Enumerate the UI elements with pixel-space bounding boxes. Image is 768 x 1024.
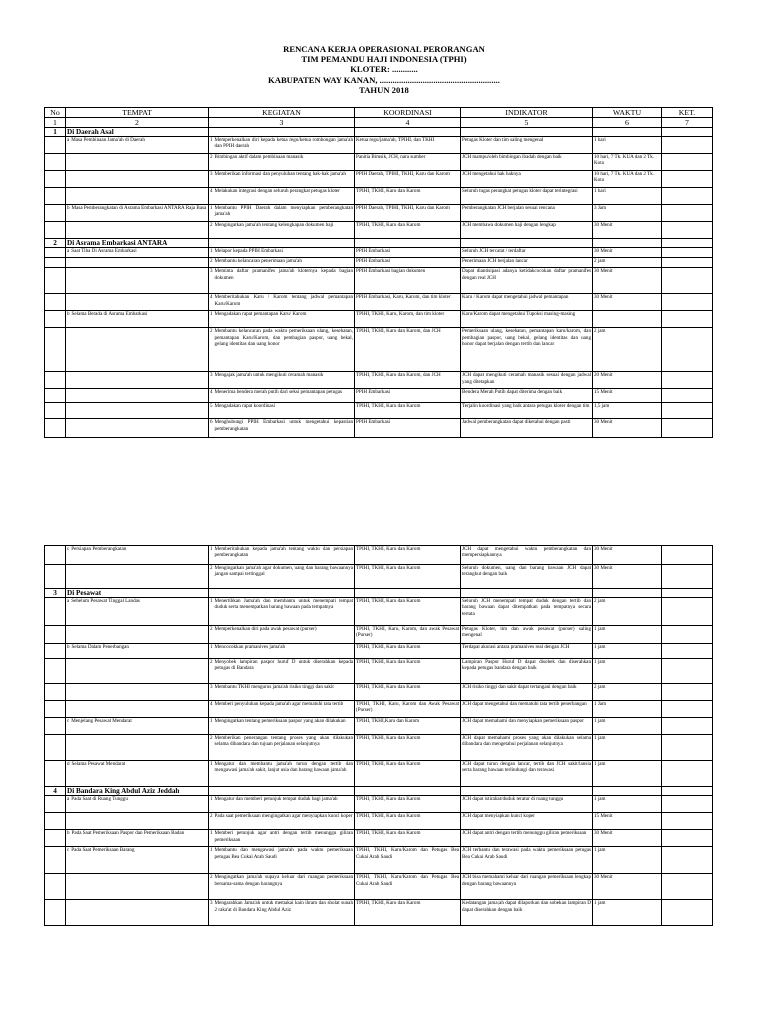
waktu-cell: 1 hari xyxy=(593,137,662,154)
indikator-cell: JCH dapat turun dengan lancar, tertib dan JCH sakit/lansia serta barang bawaan terlindungi dan terawasi xyxy=(461,761,593,787)
indikator-cell: Petugas Kloter, tim dan awak pesawat (purser) saling mengenal xyxy=(461,626,593,644)
kegiatan-cell: Melapor kepada PPIH Embarkasi xyxy=(214,248,283,255)
kegiatan-cell: Bimbingan aktif dalam pembinaan manasik xyxy=(214,154,304,161)
waktu-cell: 20 Menit xyxy=(593,372,662,389)
kegiatan-cell: Mengingatkan jama'ah supaya keluar dari ruangan pemeriksaan bersama-sama dengan barangnya xyxy=(214,874,353,887)
activity-number: 3 xyxy=(210,684,213,691)
section-title: Di Daerah Asal xyxy=(66,128,209,137)
tempat-cell: Selama Pesawat Mendarat xyxy=(71,761,126,768)
waktu-cell: 10 hari, 7 Tk. KUA dan 2 Tk. Kota xyxy=(593,154,662,171)
koordinasi-cell: PPIH Embarkasi xyxy=(355,258,461,268)
indikator-cell: Terjalin koordinasi yang baik antara petugas kloter dengan tim xyxy=(461,403,593,419)
activity-number: 2 xyxy=(210,258,213,265)
sub-letter: c xyxy=(67,546,70,552)
waktu-cell: 15 Menit xyxy=(593,813,662,830)
section-title: Di Pesawat xyxy=(66,589,209,598)
activity-number: 2 xyxy=(210,626,213,633)
table-header-row xyxy=(45,108,713,118)
waktu-cell: 1,5 jam xyxy=(593,403,662,419)
table-row xyxy=(45,419,713,438)
indikator-cell: Seluruh dokumen, uang dan barang bawaan JCH dapat terangkut dengan baik xyxy=(461,565,593,589)
tempat-cell: Selama Dalam Penerbangan xyxy=(71,644,129,651)
koordinasi-cell: PPIH Embarkasi, Karu, Karom, dan tim kloter xyxy=(355,294,461,311)
activity-number: 2 xyxy=(210,154,213,161)
section-row xyxy=(45,239,713,248)
sub-letter: a xyxy=(67,248,70,255)
koordinasi-cell: TPIHI, TKHI, Karu dan Karom xyxy=(355,684,461,701)
koordinasi-cell: PPIH Daerah, TPIHI, TKHI, Karu dan Karom xyxy=(355,205,461,222)
activity-number: 2 xyxy=(210,328,213,335)
table-row xyxy=(45,684,713,701)
koordinasi-cell: TPIHI, TKHI, Karu dan Karom, dan JCH xyxy=(355,328,461,372)
activity-number: 2 xyxy=(210,813,213,820)
koordinasi-cell: PPIH Embarkasi xyxy=(355,389,461,403)
kegiatan-cell: Mengingatkan jama'ah agar dokumen, uang dan barang bawaannya jangan sampai tertinggal xyxy=(214,565,353,578)
activity-number: 4 xyxy=(210,701,213,708)
waktu-cell xyxy=(593,311,662,328)
kegiatan-cell: Mengarahkan Jama'ah untuk memakai kain ihram dan sholat sunah 2 raka'at di Bandara King Abdul Aziz xyxy=(214,900,353,913)
waktu-cell: 15 Menit xyxy=(593,389,662,403)
waktu-cell: 1 jam xyxy=(593,900,662,926)
koordinasi-cell: PPIH Embarkasi bagian dokumen xyxy=(355,268,461,294)
kegiatan-cell: Membantu PPIH Daerah dalam menyiapkan pemberangkatan jama'ah xyxy=(214,205,353,218)
sub-letter: a xyxy=(67,598,70,605)
table-row xyxy=(45,372,713,389)
col-no: No xyxy=(45,108,66,118)
waktu-cell: 1 jam xyxy=(593,626,662,644)
table-row xyxy=(45,701,713,718)
activity-number: 1 xyxy=(210,205,213,212)
sub-letter: b xyxy=(67,830,70,837)
tempat-cell: Persiapan Pemberangkatan xyxy=(71,546,127,552)
col-number: 5 xyxy=(461,118,593,128)
col-number: 7 xyxy=(662,118,713,128)
table-row xyxy=(45,718,713,735)
col-number: 6 xyxy=(593,118,662,128)
table-row xyxy=(45,813,713,830)
indikator-cell: Penerimaan JCH berjalan lancar xyxy=(461,258,593,268)
indikator-cell: JCH dapat mengetahui waktu pemberangkatan dan mempersiapkannya xyxy=(461,546,593,565)
activity-number: 6 xyxy=(210,419,213,426)
indikator-cell: Pemberangkatan JCH berjalan sesuai rencana xyxy=(461,205,593,222)
waktu-cell: 1 jam xyxy=(593,761,662,787)
kegiatan-cell: Memberi petunjuk agar antri dengan tertib menunggu giliran pemeriksaan xyxy=(214,830,353,843)
indikator-cell: Karu/Karom dapat mengetahui Tupoksi masing-masing xyxy=(461,311,593,328)
activity-number: 1 xyxy=(210,644,213,651)
section-title: Di Bandara King Abdul Aziz Jeddah xyxy=(66,787,209,796)
koordinasi-cell: TPIHI, TKHI, Karu/Karom dan Petugas Bea Cukai Arab Saudi xyxy=(355,874,461,900)
kegiatan-cell: Memberitahukan Karu / Karom tentang jadwal pemantapan Karu/Karom xyxy=(214,294,353,307)
activity-number: 1 xyxy=(210,137,213,144)
table-row xyxy=(45,205,713,222)
kegiatan-cell: Mengatur dan memberi petunjuk tempat duduk bagi jama'ah xyxy=(214,796,338,803)
table-row xyxy=(45,598,713,626)
koordinasi-cell: TPIHI, TKHI, Karu dan Karom xyxy=(355,222,461,239)
koordinasi-cell: TPIHI, TKHI, Karu dan Karom xyxy=(355,813,461,830)
koordinasi-cell: TPIHI, TKHI, Karu dan Karom xyxy=(355,188,461,205)
activity-number: 2 xyxy=(210,565,213,571)
kegiatan-cell: Meminta daftar pramanifes jama'ah kloternya kepada bagian dokumen xyxy=(214,268,353,281)
table-row xyxy=(45,311,713,328)
sub-letter: b xyxy=(67,644,70,651)
table-row xyxy=(45,389,713,403)
koordinasi-cell: TPIHI, TKHI, Karu, Karom, dan tim kloter xyxy=(355,311,461,328)
kegiatan-cell: Menghubungi PPIH Embarkasi untuk mengetahui kepastian pemberangkatan xyxy=(214,419,353,432)
indikator-cell: Petugas Kloter dan tim saling mengenal xyxy=(461,137,593,154)
waktu-cell: 1 jam xyxy=(593,735,662,761)
activity-number: 1 xyxy=(210,311,213,318)
koordinasi-cell: TPIHI, TKHI, Karu dan Karom xyxy=(355,900,461,926)
table-row xyxy=(45,328,713,372)
table-row xyxy=(45,546,713,565)
koordinasi-cell: TPIHI, TKHI, Karu dan Karom, dan JCH xyxy=(355,372,461,389)
activity-number: 2 xyxy=(210,222,213,229)
waktu-cell: 1 jam xyxy=(593,796,662,813)
koordinasi-cell: TPIHI, TKHI, Karu dan Karom xyxy=(355,598,461,626)
indikator-cell: JCH membawa dokumen haji dengan lengkap xyxy=(461,222,593,239)
tempat-cell: Sebelum Pesawat Tinggal Landas xyxy=(71,598,140,605)
heading-kloter: KLOTER: ............ xyxy=(350,64,418,75)
kegiatan-cell: Memberikan informasi dan penyuluhan tentang hak-hak jama'ah xyxy=(214,171,346,178)
indikator-cell: JCH bisa memahami keluar dari ruangan pemeriksaan lengkap dengan barang bawaannya xyxy=(461,874,593,900)
section-number: 1 xyxy=(45,128,66,137)
indikator-cell: JCH dapat memahami dan menyiapkan pemeriksaan paspor xyxy=(461,718,593,735)
indikator-cell: JCH mampu/oleh bimbingan ibadah dengan baik xyxy=(461,154,593,171)
waktu-cell: 30 Menit xyxy=(593,874,662,900)
kegiatan-cell: Mengadakan rapat koordinasi xyxy=(214,403,276,410)
table-row xyxy=(45,761,713,787)
kegiatan-cell: Menyobek lampiran paspor huruf D untuk diserahkan kepada petugas di Bandara xyxy=(214,659,353,672)
heading-team: TIM PEMANDU HAJI INDONESIA (TPHI) xyxy=(301,54,467,65)
activity-number: 2 xyxy=(210,874,213,881)
section-number: 4 xyxy=(45,787,66,796)
activity-number: 1 xyxy=(210,248,213,255)
koordinasi-cell: TPIHI, TKHI, Karu dan Karom xyxy=(355,565,461,589)
col-kegiatan: KEGIATAN xyxy=(209,108,355,118)
indikator-cell: Seluruh JCH tercatat / terdaftar xyxy=(461,248,593,258)
kegiatan-cell: Membantu dan mengawasi jama'ah pada waktu pemeriksaan petugas Bea Cukai Arab Saudi xyxy=(214,847,353,860)
kegiatan-cell: Memperkenalkan diri kepada ketua regu/ketua rombongan jama'ah dan PPIH daerah xyxy=(214,137,353,150)
koordinasi-cell: TPIHI, TKHI,Karu dan Karom xyxy=(355,718,461,735)
table-row xyxy=(45,403,713,419)
table-row xyxy=(45,222,713,239)
indikator-cell: JCH dapat menyiapkan kunci koper xyxy=(461,813,593,830)
section-row xyxy=(45,787,713,796)
kegiatan-cell: Memperkenalkan diri pada awak pesawat (purser) xyxy=(214,626,317,633)
activity-number: 1 xyxy=(210,718,213,725)
table-row xyxy=(45,137,713,154)
table-row xyxy=(45,830,713,847)
table-row xyxy=(45,565,713,589)
document-heading xyxy=(0,44,768,95)
activity-number: 3 xyxy=(210,171,213,178)
activity-number: 1 xyxy=(210,796,213,803)
indikator-cell: JCH dapat mengikuti ceramah manasik sesuai dengan jadwal yang ditetapkan xyxy=(461,372,593,389)
indikator-cell: Lampiran Paspor Huruf D dapat disobek dan diserahkan kepada petugas bandara dengan baik xyxy=(461,659,593,684)
kegiatan-cell: Mengatur dan membantu jama'ah turun dengan tertib dan mengawasi jama'ah sakit, lanjut usia dan barang bawaan jama'ah xyxy=(214,761,353,774)
col-number: 3 xyxy=(209,118,355,128)
heading-title: RENCANA KERJA OPERASIONAL PERORANGAN xyxy=(283,44,485,54)
table-row xyxy=(45,258,713,268)
col-waktu: WAKTU xyxy=(593,108,662,118)
activity-number: 3 xyxy=(210,372,213,379)
table-row xyxy=(45,171,713,188)
kegiatan-cell: Memberikan penerangan tentang proses yang akan dilakukan selama dibandara dan tujuan perjalanan selanjutnya xyxy=(214,735,353,748)
indikator-cell: JCH terbantu dan terawasi pada waktu pemeriksaan petugas Bea Cukai Arab Saudi xyxy=(461,847,593,874)
kegiatan-cell: Membantu kelancaran penerimaan jama'ah xyxy=(214,258,302,265)
sub-letter: a xyxy=(67,137,70,144)
indikator-cell: JCH dapat memahami proses yang akan dilakukan selama dibandara dan mengetahui perjalanan selanjutnya xyxy=(461,735,593,761)
waktu-cell: 1 Jam xyxy=(593,701,662,718)
sub-letter: c xyxy=(67,718,70,725)
col-number: 1 xyxy=(45,118,66,128)
activity-number: 1 xyxy=(210,847,213,854)
waktu-cell: 2 jam xyxy=(593,684,662,701)
indikator-cell: Seluruh JCH menempati tempat duduk dengan tertib dan barang bawaan dapat ditempatkan pada tempatnya secara tertata xyxy=(461,598,593,626)
waktu-cell: 30 Menit xyxy=(593,546,662,565)
sub-letter: a xyxy=(67,796,70,803)
indikator-cell: JCH dapat antri dengan tertib menunggu giliran pemeriksaan xyxy=(461,830,593,847)
koordinasi-cell: PPIH Daerah, TPIHI, TKHI, Karu dan Karom xyxy=(355,171,461,188)
kegiatan-cell: Menertibkan Jama'ah dan membantu untuk menempati tempat duduk serta menempatkan barang bawaan pada tempatnya xyxy=(214,598,353,611)
indikator-cell: Dapat diantisipasi adanya ketidakcocokan daftar pramanifes dengan real JCH xyxy=(461,268,593,294)
waktu-cell: 1 jam xyxy=(593,847,662,874)
table-row xyxy=(45,294,713,311)
tempat-cell: Saat Tiba Di Asrama Embarkasi xyxy=(71,248,137,255)
table-row xyxy=(45,268,713,294)
waktu-cell: 30 Menit xyxy=(593,419,662,438)
table-row xyxy=(45,796,713,813)
table-row xyxy=(45,735,713,761)
col-ket: KET. xyxy=(662,108,713,118)
sub-letter: c xyxy=(67,847,70,854)
indikator-cell: JCH dapat istirahat/duduk teratur di ruang tunggu xyxy=(461,796,593,813)
waktu-cell: 30 Menit xyxy=(593,268,662,294)
indikator-cell: JCH mengetahui hak haknya xyxy=(461,171,593,188)
sub-letter: b xyxy=(67,311,70,318)
kegiatan-cell: Melakukan integrasi dengan seluruh perangkat petugas kloter xyxy=(214,188,340,195)
activity-number: 2 xyxy=(210,659,213,666)
table-row xyxy=(45,847,713,874)
col-indikator: INDIKATOR xyxy=(461,108,593,118)
plan-table-bottom xyxy=(44,545,713,926)
plan-table-top xyxy=(44,107,713,438)
koordinasi-cell: Panitia Bimsik, JCH, nara sumber xyxy=(355,154,461,171)
table-row xyxy=(45,626,713,644)
koordinasi-cell: TPIHI, TKHI, Karu dan Karom xyxy=(355,830,461,847)
section-row xyxy=(45,128,713,137)
indikator-cell: Bendera Merah Putih dapat diterima dengan baik xyxy=(461,389,593,403)
koordinasi-cell: TPIHI, TKHI, Karu dan Karom xyxy=(355,761,461,787)
tempat-cell: Pada Saat Pemeriksaan Paspor dan Pemeriksaan Badan xyxy=(71,830,185,837)
sub-letter: d xyxy=(67,761,70,768)
waktu-cell: 3 Jam xyxy=(593,205,662,222)
activity-number: 5 xyxy=(210,403,213,410)
table-row xyxy=(45,248,713,258)
kegiatan-cell: Mengingatkan tentang pemeriksaan paspor yang akan dilakukan xyxy=(214,718,346,725)
kegiatan-cell: Mencocokkan pramanives jama'ah xyxy=(214,644,286,651)
waktu-cell: 30 Menit xyxy=(593,222,662,239)
koordinasi-cell: PPIH Embarkasi xyxy=(355,248,461,258)
kegiatan-cell: Membantu TKHI mengurus jama'ah risiko tinggi dan sakit xyxy=(214,684,334,691)
koordinasi-cell: TPIHI, TKHI, Karu dan Karom xyxy=(355,403,461,419)
waktu-cell: 1 jam xyxy=(593,659,662,684)
waktu-cell: 30 Menit xyxy=(593,830,662,847)
col-tempat: TEMPAT xyxy=(66,108,209,118)
table-row xyxy=(45,659,713,684)
activity-number: 3 xyxy=(210,900,213,907)
indikator-cell: JCH risiko tinggi dan sakit dapat tertangani dengan baik xyxy=(461,684,593,701)
activity-number: 3 xyxy=(210,268,213,275)
waktu-cell: 1 jam xyxy=(593,644,662,659)
koordinasi-cell: TPIHI, TKHI, Karu dan Karom xyxy=(355,546,461,565)
kegiatan-cell: Mengingatkan jama'ah tentang kelengkapan dokumen haji xyxy=(214,222,334,229)
indikator-cell: Jadwal pemberangkatan dapat diketahui dengan pasti xyxy=(461,419,593,438)
activity-number: 1 xyxy=(210,546,213,552)
koordinasi-cell: TPIHI, TKHI, Karu dan Karom xyxy=(355,659,461,684)
table-row xyxy=(45,900,713,926)
indikator-cell: Karu / Karom dapat mengetahui jadwal pemantapan xyxy=(461,294,593,311)
tempat-cell: Menjelang Pesawat Mendarat xyxy=(71,718,132,725)
tempat-cell: Masa Pembinaan Jama'ah di Daerah xyxy=(71,137,145,144)
kegiatan-cell: Memberitahukan kepada jama'ah tentang waktu dan persiapan pemberangkatan xyxy=(214,546,353,559)
heading-kabupaten: KABUPATEN WAY KANAN, ........................................................ xyxy=(268,74,500,85)
koordinasi-cell: TPIHI, TKHI, Karu dan Karom xyxy=(355,644,461,659)
table-row xyxy=(45,188,713,205)
waktu-cell: 30 Menit xyxy=(593,248,662,258)
activity-number: 4 xyxy=(210,188,213,195)
activity-number: 4 xyxy=(210,389,213,396)
tempat-cell: Masa Pemberangkatan di Asrama Embarkasi ANTARA Raja Basa xyxy=(71,205,207,212)
kegiatan-cell: Mengadakan rapat pemantapan Karu/ Karom xyxy=(214,311,307,318)
table-row xyxy=(45,874,713,900)
tempat-cell: Pada Saat di Ruang Tunggu xyxy=(71,796,128,803)
koordinasi-cell: Ketua regu/jama'ah, TPIHI, dan TKHI xyxy=(355,137,461,154)
indikator-cell: Terdapat akurasi antara pramanives real dengan JCH xyxy=(461,644,593,659)
waktu-cell: 1 jam xyxy=(593,718,662,735)
section-number: 2 xyxy=(45,239,66,248)
tempat-cell: Pada Saat Pemeriksaan Barang xyxy=(71,847,135,854)
waktu-cell: 1 hari xyxy=(593,188,662,205)
col-koordinasi: KOORDINASI xyxy=(355,108,461,118)
activity-number: 1 xyxy=(210,761,213,768)
kegiatan-cell: Memberi penyuluhan kepada jama'ah agar mematuhi tata tertib xyxy=(214,701,344,708)
table-row xyxy=(45,154,713,171)
indikator-cell: JCH dapat mengetahui dan mematuhi tata tertib penerbangan xyxy=(461,701,593,718)
koordinasi-cell: TPIHI, TKHI, Karu dan Karom xyxy=(355,796,461,813)
waktu-cell: 30 Menit xyxy=(593,565,662,589)
waktu-cell: 2 jam xyxy=(593,258,662,268)
waktu-cell: 10 hari, 7 Tk. KUA dan 2 Tk. Kota xyxy=(593,171,662,188)
table-row xyxy=(45,644,713,659)
kegiatan-cell: Menerima bendera merah putih dari seksi pemantapan petugas xyxy=(214,389,342,396)
col-number: 2 xyxy=(66,118,209,128)
heading-year: TAHUN 2018 xyxy=(359,84,409,95)
section-row xyxy=(45,589,713,598)
koordinasi-cell: TPIHI, TKHI, Karu, Karom dan Awak Pesawat (Purser) xyxy=(355,701,461,718)
kegiatan-cell: Mengajak jama'ah untuk mengikuti ceramah manasik xyxy=(214,372,324,379)
kegiatan-cell: Membantu kelancaran pada waktu pemeriksaan ulang, kesehatan, pemantapan Karu/Karom, dan pembagian paspor, uang bekal, gelang identitas dan uang honor xyxy=(214,328,353,347)
koordinasi-cell: TPIHI, TKHI, Karu, Karom, dan awak Pesawat (Purser) xyxy=(355,626,461,644)
activity-number: 4 xyxy=(210,294,213,301)
waktu-cell: 2 jam xyxy=(593,328,662,372)
indikator-cell: Pemeriksaan ulang, kesehatan, pemantapan karu/karom, dan pembagian paspor, uang bekal, gelang identitas dan uang honor dapat berjalan dengan tertib dan lancar xyxy=(461,328,593,372)
section-title: Di Asrama Embarkasi ANTARA xyxy=(66,239,209,248)
tempat-cell: Selama Berada di Asrama Embarkasi xyxy=(71,311,148,318)
koordinasi-cell: PPIH Embarkasi xyxy=(355,419,461,438)
waktu-cell: 30 Menit xyxy=(593,294,662,311)
section-number: 3 xyxy=(45,589,66,598)
waktu-cell: 2 jam xyxy=(593,598,662,626)
sub-letter: b xyxy=(67,205,70,212)
kegiatan-cell: Pada saat pemeriksaan mengingatkan agar menyiapkan kunci koper xyxy=(214,813,353,820)
activity-number: 2 xyxy=(210,735,213,742)
activity-number: 1 xyxy=(210,598,213,605)
table-number-row xyxy=(45,118,713,128)
indikator-cell: Seluruh tugas perangkat petugas kloter dapat terintegrasi xyxy=(461,188,593,205)
indikator-cell: Kedatangan jama;ah dapat dilaporkan dan sobekan lampiran D dapat diserahkan dengan baik xyxy=(461,900,593,926)
koordinasi-cell: TPIHI, TKHI, Karu dan Karom xyxy=(355,735,461,761)
koordinasi-cell: TPIHI, TKHI, Karu/Karom dan Petugas Bea Cukai Arab Saudi xyxy=(355,847,461,874)
col-number: 4 xyxy=(355,118,461,128)
activity-number: 1 xyxy=(210,830,213,837)
